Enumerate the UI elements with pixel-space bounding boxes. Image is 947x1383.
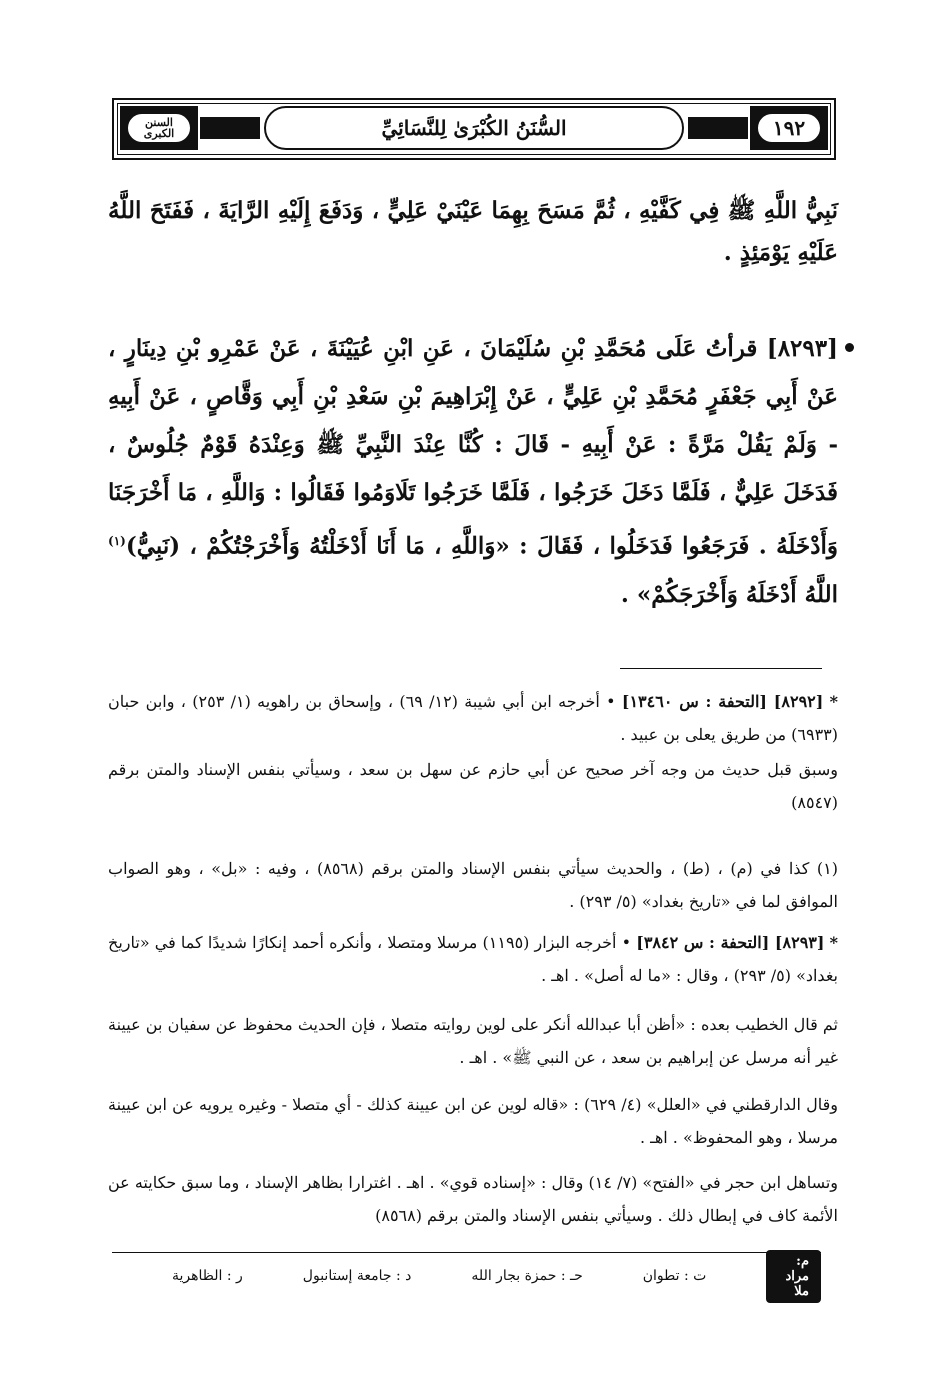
manuscript-sigla [112,1253,821,1299]
header-band-left [200,117,260,139]
hadith-8293-text: [٨٢٩٣] قرأتُ عَلَى مُحَمَّدِ بْنِ سُلَيْمَانَ ، عَنِ ابْنِ عُيَيْنَةَ ، عَنْ عَمْرِو بْنِ دِينَارٍ ، عَنْ أَبِي جَعْفَرٍ مُحَمَّدِ بْنِ عَلِيٍّ ، عَنْ إِبْرَاهِيمَ بْنِ سَعْدِ بْنِ أَبِي وَقَّاصٍ ، عَنْ أَبِيهِ - وَلَمْ يَقُلْ مَرَّةً : عَنْ أَبِيهِ - قَالَ : كُنَّا عِنْدَ النَّبِيِّ ﷺ وَعِنْدَهُ قَوْمٌ جُلُوسٌ ، فَدَخَلَ عَلِيٌّ ، فَلَمَّا دَخَلَ خَرَجُوا ، فَلَمَّا خَرَجُوا تَلَاوَمُوا فَقَالُوا : وَاللَّهِ ، مَا أَخْرَجَنَا وَأَدْخَلَهُ . فَرَجَعُوا فَدَخَلُوا ، فَقَالَ : [108,335,838,560]
footnote-8293-text: • أخرجه البزار (١١٩٥) مرسلا ومتصلا ، وأنكره أحمد إنكارًا شديدًا كما في «تاريخ بغداد» (٥/ ٢٩٣) ، وقال : «ما له أصل» . اهـ . [108,933,838,985]
paragraph-continuation: نَبِيُّ اللَّهِ ﷺ فِي كَفَّيْهِ ، ثُمَّ مَسَحَ بِهِمَا عَيْنَيْ عَلِيٍّ ، وَدَفَعَ إِلَيْهِ الرَّايَةَ ، فَفَتَحَ اللَّهُ عَلَيْهِ يَوْمَئِذٍ . [108,197,838,266]
book-title: السُّنَنُ الكُبْرَىٰ لِلنَّسَائِيِّ [264,106,684,150]
footnote-8293-khatib: ثم قال الخطيب بعده : «أظن أبا عبدالله أنكر على لوين روايته متصلا ، فإن الحديث محفوظ عن سفيان بن عيينة غير أنه مرسل عن إبراهيم بن سعد ، عن النبي ﷺ» . اهـ . [108,1015,838,1067]
footnote-divider [620,668,822,669]
footnote-8293-head: [٨٢٩٣] [التحفة : س ٣٨٤٢] [636,933,825,952]
footnote-8293-daraqutni: وقال الدارقطني في «العلل» (٤/ ٦٢٩) : «قاله لوين عن ابن عيينة كذلك - أي متصلا - وغيره يرويه عن ابن عيينة مرسلا ، وهو المحفوظ» . اهـ . [108,1095,838,1147]
footnote-note-1: (١) كذا في (م) ، (ط) ، والحديث سيأتي بنفس الإسناد والمتن برقم (٨٥٦٨) ، وفيه : «بل» ، وهو الصواب الموافق لما في «تاريخ بغداد» (٥/ ٢٩٣) . [108,859,839,911]
page-number-ornament [750,106,828,150]
footnote-8292-head: [٨٢٩٢] [التحفة : س ١٣٤٦٠] [621,692,824,711]
footnote-8292-text: • أخرجه ابن أبي شيبة (١٢/ ٦٩) ، وإسحاق بن راهويه (١/ ٢٥٣) ، وابن حبان (٦٩٣٣) من طريق يعلى بن عبيد . [108,692,838,744]
siglum-m: م: مراد ملا [766,1250,821,1303]
page-header [112,98,836,160]
bullet-icon [845,343,854,352]
siglum-t: ت : تطوان [642,1268,707,1284]
footnote-8292-continued: وسبق قبل حديث من وجه آخر صحيح عن أبي حازم عن سهل بن سعد ، وسيأتي بنفس الإسناد والمتن برقم (٨٥٤٧) [108,760,838,812]
footnote-8293-ibn-hajar: وتساهل ابن حجر في «الفتح» (٧/ ١٤) وقال : «إسناده قوي» . اهـ . اغترارا بظاهر الإسناد ، وما سبق حكايته عن الأئمة كاف في إبطال ذلك . وسيأتي بنفس الإسناد والمتن برقم (٨٥٦٨) [108,1173,839,1225]
siglum-h: حـ : حمزة بجار الله [471,1268,583,1284]
footnote-ref: (١) [108,534,126,548]
footnote-star: * [829,692,839,711]
hadith-8293-quote: «وَاللَّهِ ، مَا أَنَا أَدْخَلْتُهُ وَأَخْرَجْتُكُمْ ، (نَبِيُّ) [125,532,510,560]
book-logo: السنن الكبرى [143,116,175,140]
footer-divider [112,1252,821,1253]
siglum-d: د : جامعة إستانبول [302,1268,412,1284]
book-logo-ornament [120,106,198,150]
footnote-8293 [108,926,838,992]
hadith-8293 [108,325,838,619]
siglum-r: ر : الظاهرية [172,1268,243,1284]
footnote-8292 [108,685,838,751]
header-band-right [688,117,748,139]
hadith-8293-quote-end: اللَّهُ أَدْخَلَهُ وَأَخْرَجَكُمْ» . [620,580,838,608]
footnote-star: * [829,933,838,952]
page-number: ١٩٢ [756,112,822,144]
